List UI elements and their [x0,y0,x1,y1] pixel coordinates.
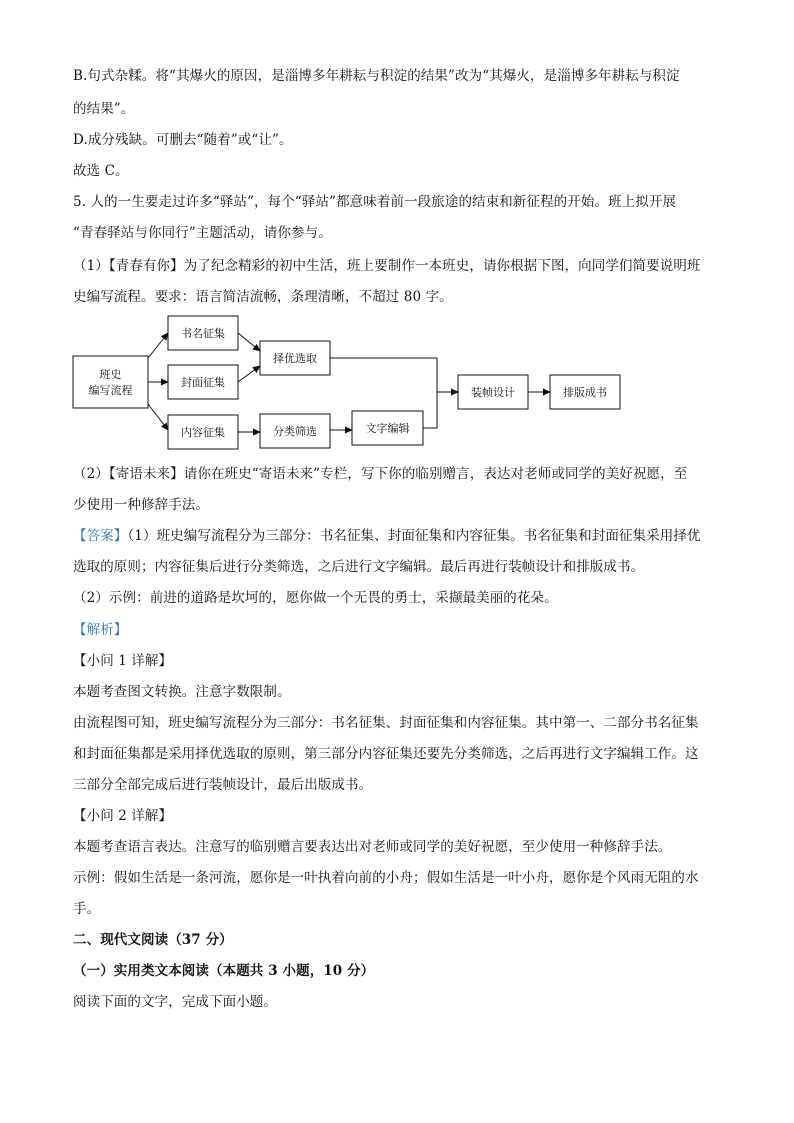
flow-label-select: 择优选取 [273,352,317,365]
text-line: 选取的原则；内容征集后进行分类筛选，之后进行文字编辑。最后再进行装帧设计和排版成书。 [73,559,645,575]
flow-label-typeset: 排版成书 [563,386,607,399]
text-line: 少使用一种修辞手法。 [73,497,209,513]
analysis-tag: 【解析】 [73,622,128,638]
text-line: 由流程图可知，班史编写流程分为三部分：书名征集、封面征集和内容征集。其中第一、二部分书名征集 [73,715,699,731]
section-heading: 二、现代文阅读（37 分） [73,932,233,948]
text-line: 本题考查图文转换。注意字数限制。 [73,684,291,700]
sub-heading: 【小问 2 详解】 [73,808,173,824]
text-line: 手。 [73,901,101,917]
flow-label-edit: 文字编辑 [365,422,410,435]
text-line: 史编写流程。要求：语言简洁流畅，条理清晰，不超过 80 字。 [73,289,453,305]
flow-label-content: 内容征集 [181,426,225,439]
flow-label-classify: 分类筛选 [273,425,317,438]
text-line: 的结果”。 [73,101,135,117]
flow-label-cover: 封面征集 [181,376,225,389]
sub-heading: 【小问 1 详解】 [73,653,173,669]
answer-tag: 【答案】 [73,528,128,544]
question-5: 5. 人的一生要走过许多“驿站”，每个“驿站”都意味着前一段旅途的结束和新征程的开始。班上拟开展 [73,194,677,210]
sub-question-2: （2）【寄语未来】请你在班史“寄语未来”专栏，写下你的临别赠言，表达对老师或同学的美好祝愿，至 [73,466,688,482]
text-line: （2）示例：前进的道路是坎坷的，愿你做一个无畏的勇士，采撷最美丽的花朵。 [73,590,558,606]
flow-label-binding: 装帧设计 [471,386,515,399]
text-line: B.句式杂糅。将“其爆火的原因，是淄博多年耕耘与积淀的结果”改为“其爆火，是淄博多年耕耘与积淀 [73,68,680,84]
text-line: 三部分全部完成后进行装帧设计，最后出版成书。 [73,777,373,793]
text-line: 和封面征集都是采用择优选取的原则，第三部分内容征集还要先分类筛选，之后再进行文字编辑工作。这 [73,746,699,762]
flow-label-book-name: 书名征集 [181,327,225,340]
answer-line [73,527,701,545]
text-line: 阅读下面的文字，完成下面小题。 [73,994,277,1010]
text-line: 示例：假如生活是一条河流，愿你是一叶执着向前的小舟；假如生活是一叶小舟，愿你是个风雨无阻的水 [73,870,699,886]
answer-text: （1）班史编写流程分为三部分：书名征集、封面征集和内容征集。书名征集和封面征集采用择优 [127,528,701,544]
section-subheading: （一）实用类文本阅读（本题共 3 小题，10 分） [73,963,375,979]
sub-question-1: （1）【青春有你】为了纪念精彩的初中生活，班上要制作一本班史，请你根据下图，向同学们简要说明班 [73,258,701,274]
text-line: 故选 C。 [73,163,129,179]
flow-label-start-2: 编写流程 [88,384,133,397]
text-line: D.成分残缺。可删去“随着”或“让”。 [73,132,293,148]
text-line: 本题考查语言表达。注意写的临别赠言要表达出对老师或同学的美好祝愿，至少使用一种修辞手法。 [73,839,672,855]
text-line: “青春驿站与你同行”主题活动，请你参与。 [73,225,332,241]
flow-box-start [73,356,148,408]
flow-label-start-1: 班史 [99,368,122,381]
